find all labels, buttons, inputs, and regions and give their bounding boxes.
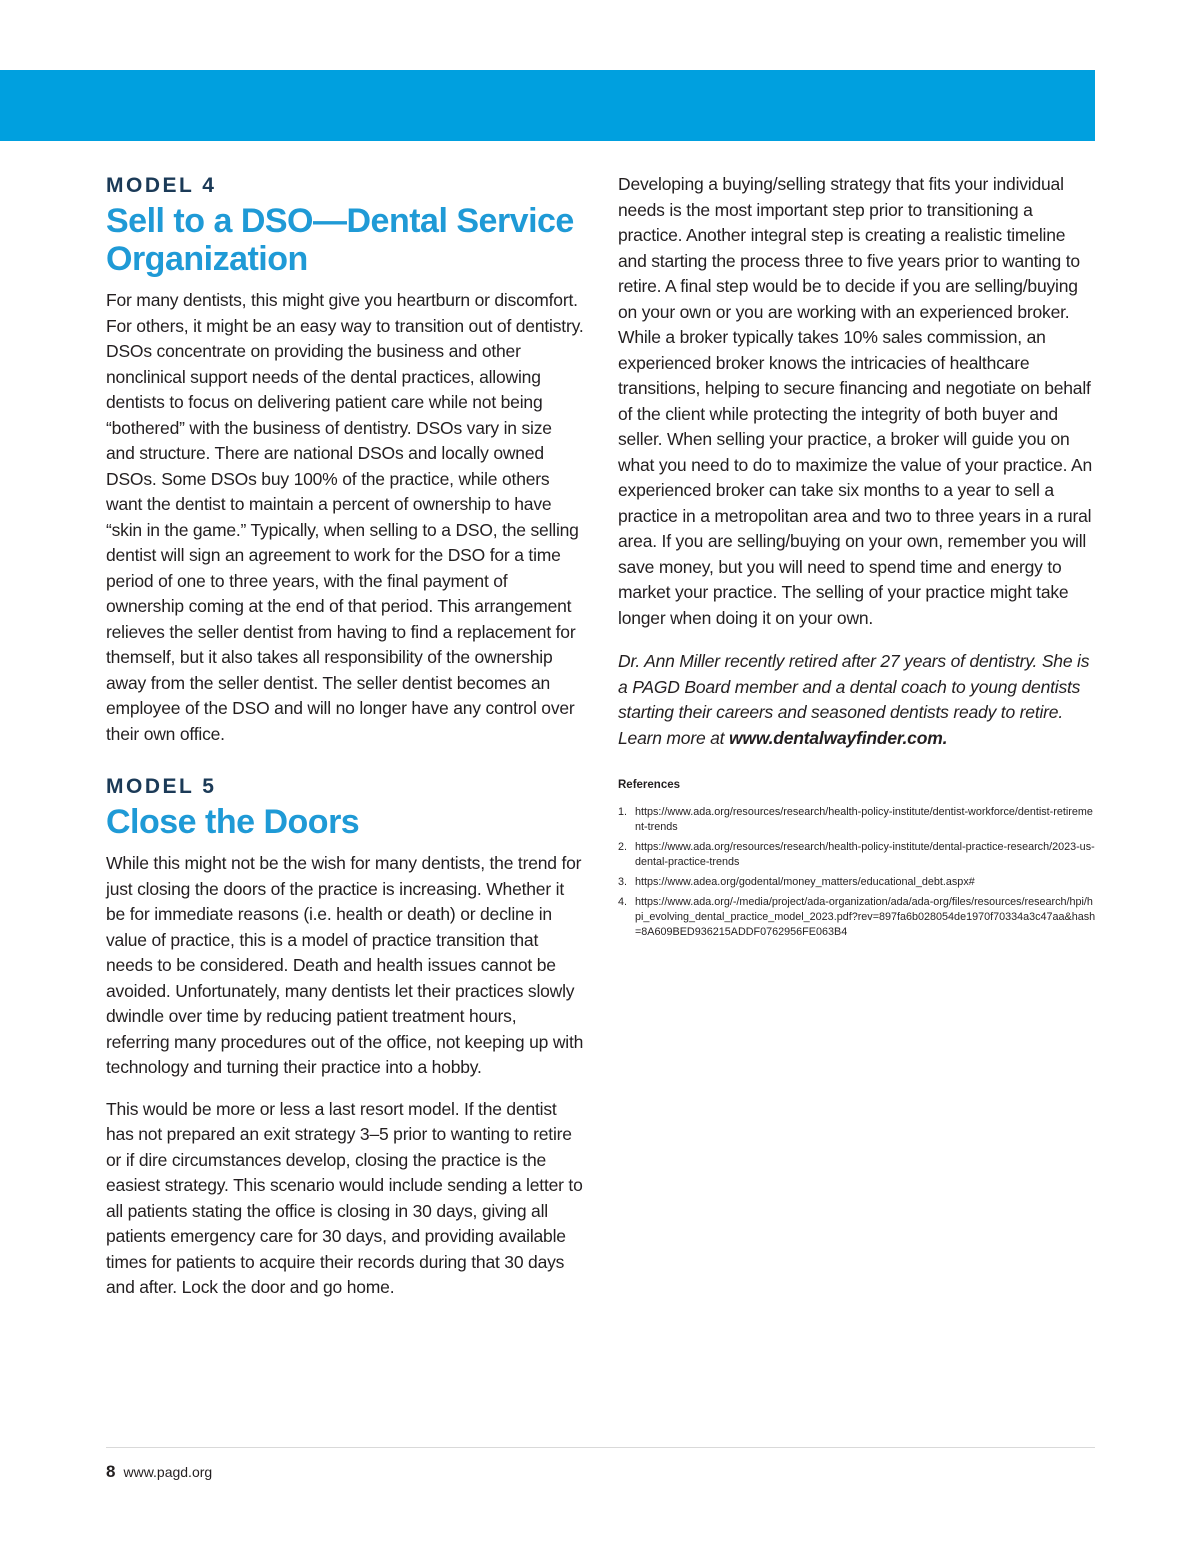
reference-url[interactable]: https://www.ada.org/-/media/project/ada-organization/ada/ada-org/files/resources/research/hpi/hpi_evolving_dental_practice_model_2023.pdf?rev=897fa6b028054de1970f70334a3c47aa&hash=8A609BED936215ADDF0762956FE063B4 [635, 896, 1096, 938]
footer-divider [106, 1447, 1095, 1448]
author-website-link[interactable]: www.dentalwayfinder.com. [729, 727, 948, 748]
right-column [618, 172, 1096, 945]
author-bio [618, 649, 1096, 751]
model-4-section [106, 172, 584, 747]
reference-item [618, 840, 1096, 870]
reference-number: 1. [618, 806, 628, 818]
left-column [106, 172, 584, 1317]
model-4-body: For many dentists, this might give you heartburn or discomfort. For others, it might be an easy way to transition out of dentistry. DSOs concentrate on providing the business and other nonclinical support needs of the dental practices, allowing dentists to focus on delivering patient care while not being “bothered” with the business of dentistry. DSOs vary in size and structure. There are national DSOs and locally owned DSOs. Some DSOs buy 100% of the practice, while others want the dentist to maintain a percent of ownership to have “skin in the game.” Typically, when selling to a DSO, the selling dentist will sign an agreement to work for the DSO for a time period of one to three years, with the final payment of ownership coming at the end of that period. This arrangement relieves the seller dentist from having to find a replacement for themself, but it also takes all responsibility of the ownership away from the seller dentist. The seller dentist becomes an employee of the DSO and will no longer have any control over their own office. [106, 290, 584, 744]
reference-url[interactable]: https://www.ada.org/resources/research/health-policy-institute/dentist-workforce/dentist-retirement-trends [635, 806, 1093, 833]
model-4-label: MODEL 4 [106, 174, 217, 197]
model-5-label: MODEL 5 [106, 775, 217, 798]
model-5-body-paragraph-2: This would be more or less a last resort model. If the dentist has not prepared an exit strategy 3–5 prior to wanting to retire or if dire circumstances develop, closing the practice is the easiest strategy. This scenario would include sending a letter to all patients stating the office is closing in 30 days, giving all patients emergency care for 30 days, and providing available times for patients to acquire their records during that 30 days and after. Lock the door and go home. [106, 1098, 583, 1297]
footer-site-link[interactable]: www.pagd.org [123, 1464, 213, 1480]
page-footer [106, 1462, 212, 1482]
references-heading: References [618, 779, 681, 791]
references-list [618, 805, 1096, 940]
reference-item [618, 875, 1096, 890]
author-bio-text: Dr. Ann Miller recently retired after 27 years of dentistry. She is a PAGD Board member and a dental coach to young dentists starting their careers and seasoned dentists ready to retire. Learn more at [618, 651, 1090, 748]
model-5-body-paragraph-1: While this might not be the wish for many dentists, the trend for just closing the doors of the practice is increasing. Whether it be for immediate reasons (i.e. health or death) or decline in value of practice, this is a model of practice transition that needs to be considered. Death and health issues cannot be avoided. Unfortunately, many dentists let their practices slowly dwindle over time by reducing patient treatment hours, referring many procedures out of the office, not keeping up with technology and turning their practice into a hobby. [106, 853, 584, 1077]
page-number: 8 [106, 1462, 116, 1481]
reference-item [618, 805, 1096, 835]
reference-url[interactable]: https://www.ada.org/resources/research/health-policy-institute/dental-practice-research/2023-us-dental-practice-trends [635, 841, 1095, 868]
model-4-title: Sell to a DSO—Dental Service Organization [106, 202, 574, 278]
header-banner [0, 70, 1095, 141]
strategy-paragraph: Developing a buying/selling strategy that fits your individual needs is the most important step prior to transitioning a practice. Another integral step is creating a realistic timeline and starting the process three to five years prior to wanting to retire. A final step would be to decide if you are selling/buying on your own or you are working with an experienced broker. While a broker typically takes 10% sales commission, an experienced broker knows the intricacies of healthcare transitions, helping to secure financing and negotiate on behalf of the client while protecting the integrity of both buyer and seller. When selling your practice, a broker will guide you on what you need to do to maximize the value of your practice. An experienced broker can take six months to a year to sell a practice in a metropolitan area and two to three years in a rural area. If you are selling/buying on your own, remember you will save money, but you will need to spend time and energy to market your practice. The selling of your practice might take longer when doing it on your own. [618, 174, 1092, 628]
model-5-title: Close the Doors [106, 803, 360, 841]
reference-url[interactable]: https://www.adea.org/godental/money_matters/educational_debt.aspx# [635, 876, 975, 888]
reference-item [618, 895, 1096, 940]
reference-number: 3. [618, 876, 628, 888]
model-5-section [106, 773, 584, 1301]
reference-number: 2. [618, 841, 628, 853]
reference-number: 4. [618, 896, 628, 908]
